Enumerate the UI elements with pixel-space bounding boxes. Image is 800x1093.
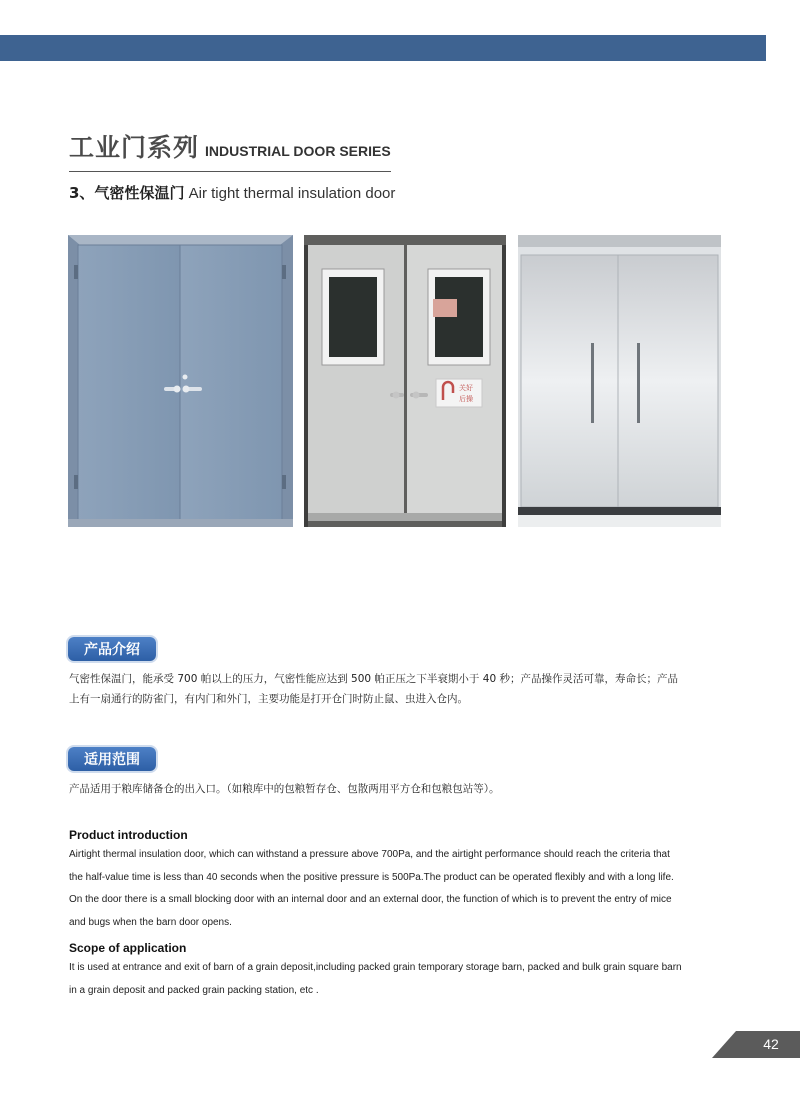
door-sign-line1: 关好: [459, 384, 473, 392]
subtitle-en: Air tight thermal insulation door: [188, 185, 396, 202]
section-subtitle: [69, 182, 395, 203]
product-intro-heading: Product introduction: [69, 828, 188, 842]
intro-line-1: 气密性保温门，能承受 700 帕以上的压力，气密性能应达到 500 帕正压之下半衰期小于 40 秒；产品操作灵活可靠，寿命长；产品: [69, 673, 678, 685]
scope-en-line: in a grain deposit and packed grain packing station, etc .: [69, 984, 319, 996]
intro-line-2: 上有一扇通行的防雀门，有内门和外门，主要功能是打开仓门时防止鼠、虫进入仓内。: [69, 693, 468, 705]
windowed-door-photo: [304, 235, 506, 527]
page-title: [69, 128, 391, 164]
page-number: 42: [763, 1036, 779, 1052]
intro-en-line: the half-value time is less than 40 seconds when the positive pressure is 500Pa.The product can be operated flexibly and with a long life.: [69, 871, 674, 883]
scope-body: [69, 957, 724, 1002]
double-steel-door-photo: [68, 235, 293, 527]
door-sign-line2: 后操: [459, 395, 473, 403]
title-divider: [69, 171, 391, 172]
header-bar: [0, 35, 766, 61]
scope-text-zh: 产品适用于粮库储备仓的出入口。（如粮库中的包粮暂存仓、包散两用平方仓和包粮包站等）。: [69, 783, 500, 795]
title-zh: 工业门系列: [69, 133, 200, 162]
scope-badge: 适用范围: [68, 747, 156, 771]
page-number-tab: [712, 1031, 800, 1058]
intro-text-zh: [69, 669, 729, 709]
intro-en-line: Airtight thermal insulation door, which can withstand a pressure above 700Pa, and the airtight performance should reach the criteria that: [69, 849, 670, 860]
product-intro-body: [69, 844, 724, 934]
intro-badge: 产品介绍: [68, 637, 156, 661]
title-en: INDUSTRIAL DOOR SERIES: [205, 143, 391, 159]
intro-en-line: On the door there is a small blocking door with an internal door and an external door, the function of which is to prevent the entry of mice: [69, 894, 672, 905]
intro-en-line: and bugs when the barn door opens.: [69, 916, 232, 928]
scope-heading: Scope of application: [69, 941, 187, 955]
subtitle-zh: 3、气密性保温门: [69, 184, 185, 202]
stainless-door-photo: [518, 235, 721, 527]
scope-en-line: It is used at entrance and exit of barn of a grain deposit,including packed grain temporary storage barn, packed and bulk grain square barn: [69, 962, 682, 973]
